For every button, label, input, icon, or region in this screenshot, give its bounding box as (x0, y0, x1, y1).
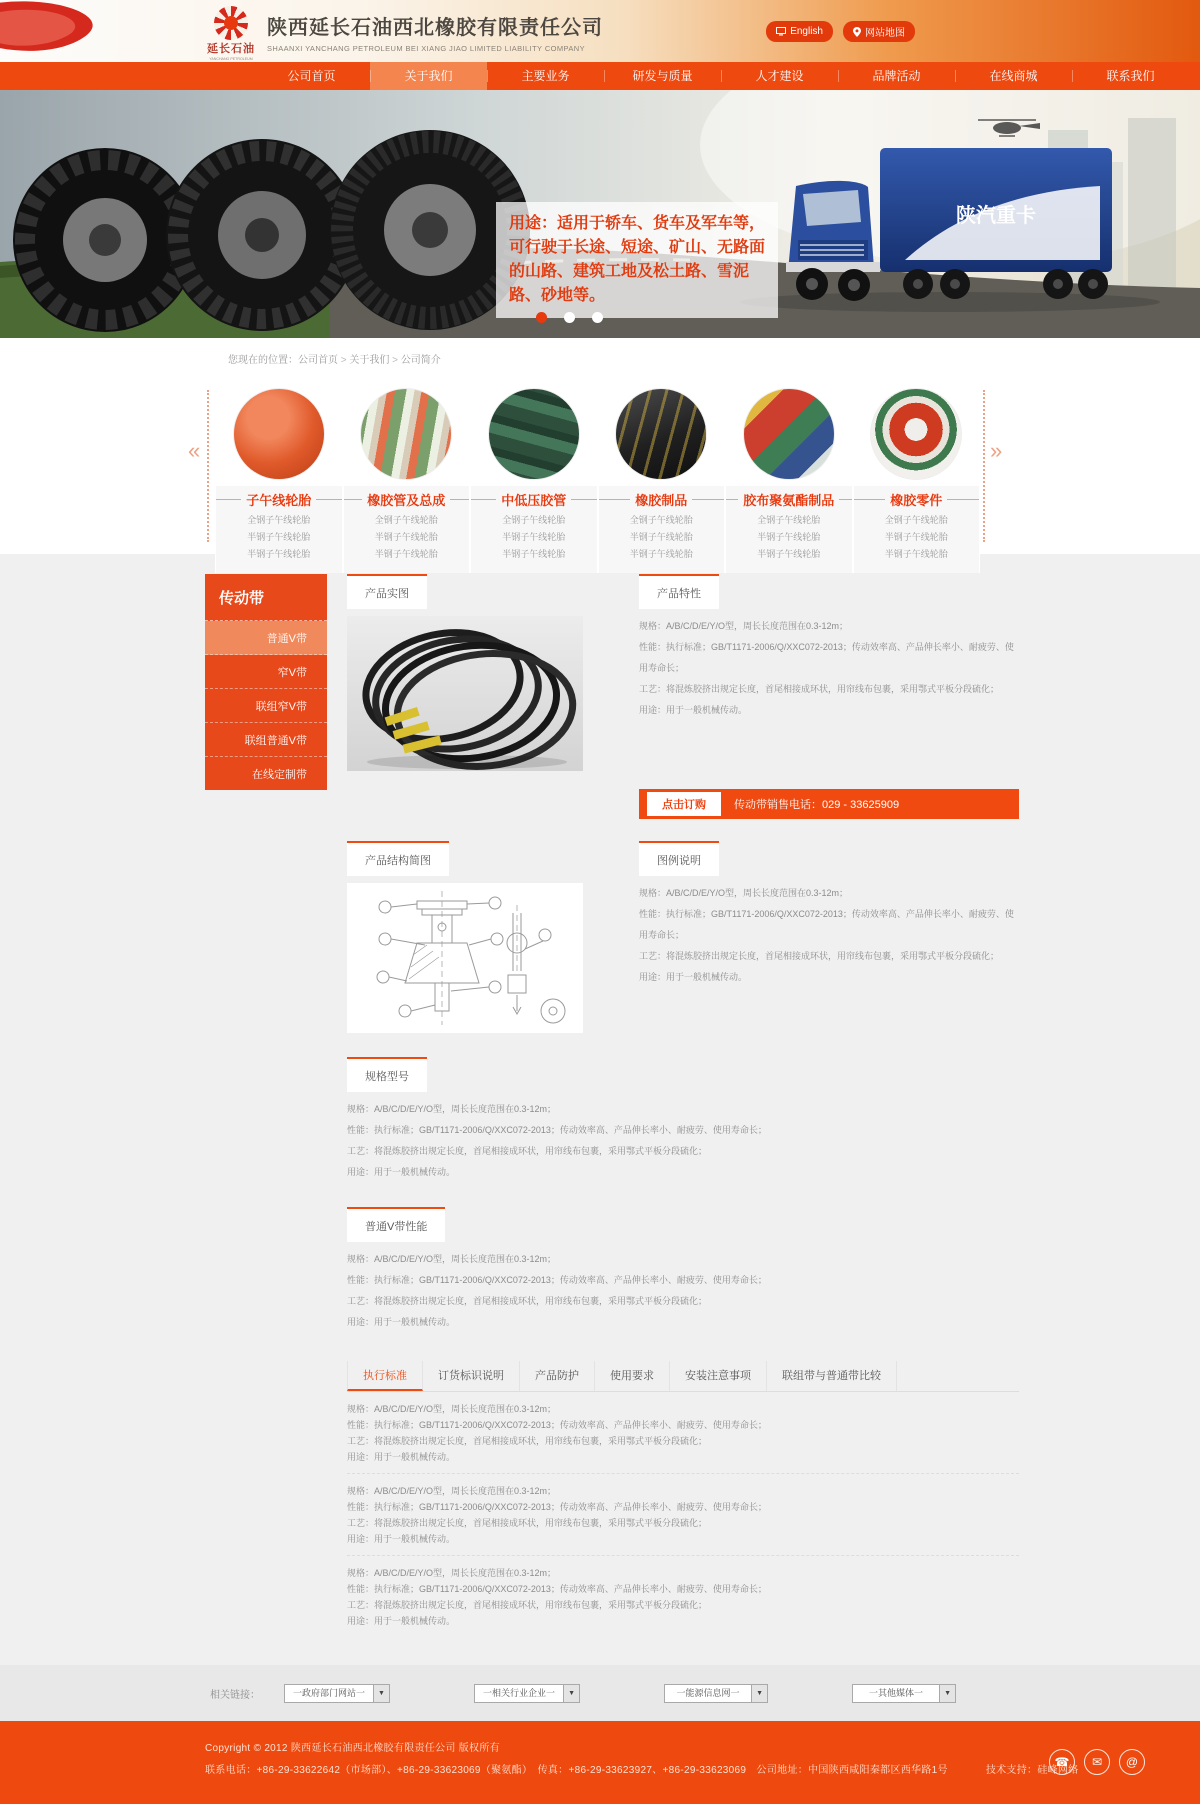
links-dropdown-value: 一能源信息网一 (676, 1687, 740, 1698)
order-button[interactable]: 点击订购 (647, 792, 721, 816)
category-link[interactable]: 全钢子午线轮胎 (629, 515, 693, 525)
product-photo (347, 616, 583, 771)
order-bar (639, 789, 1019, 819)
category-title[interactable]: 中低压胶管 (471, 486, 597, 512)
nav-item[interactable]: 关于我们 (370, 62, 487, 90)
sidebar-item[interactable]: 联组普通V带 (205, 723, 327, 757)
detail-tab[interactable]: 执行标准 (347, 1361, 423, 1391)
page-header (0, 0, 1200, 62)
detail-line: 工艺：将混炼胶挤出规定长度，首尾相接成环状，用帘线布包裹，采用鄂式平板分段硫化； (347, 1436, 708, 1446)
detail-line: 工艺：将混炼胶挤出规定长度，首尾相接成环状，用帘线布包裹，采用鄂式平板分段硫化； (347, 1518, 708, 1528)
chevron-down-icon[interactable]: ▼ (939, 1685, 955, 1702)
social-icons (1049, 1749, 1145, 1775)
logo-text: 延长石油 (207, 43, 255, 55)
sidebar-item[interactable]: 窄V带 (205, 655, 327, 689)
monitor-icon (776, 27, 786, 36)
tab-content-block (347, 1392, 1019, 1474)
category-info (854, 486, 980, 573)
detail-line: 工艺：将混炼胶挤出规定长度，首尾相接成环状，用帘线布包裹，采用鄂式平板分段硫化； (639, 684, 1000, 694)
brand (205, 6, 603, 61)
category-link[interactable]: 半钢子午线轮胎 (757, 549, 821, 559)
category-link[interactable]: 全钢子午线轮胎 (374, 515, 438, 525)
carousel-next-icon[interactable]: » (990, 438, 1003, 463)
social-icon[interactable]: @ (1119, 1749, 1145, 1775)
links-dropdown-value: 一相关行业企业一 (483, 1687, 556, 1698)
sidebar-item[interactable]: 在线定制带 (205, 757, 327, 790)
links-dropdown[interactable] (284, 1684, 390, 1703)
section-label-spec: 规格型号 (347, 1057, 427, 1092)
chevron-down-icon[interactable]: ▼ (751, 1685, 767, 1702)
feature-details (639, 616, 1019, 721)
performance-details (347, 1249, 1019, 1333)
detail-line: 性能：执行标准；GB/T1171-2006/Q/XXC072-2013；传动效率高、产品伸长率小、耐疲劳、使用寿命长； (347, 1125, 767, 1135)
section-label-features: 产品特性 (639, 574, 719, 609)
category-link[interactable]: 半钢子午线轮胎 (629, 549, 693, 559)
detail-line: 规格：A/B/C/D/E/Y/O型，周长长度范围在0.3-12m； (347, 1104, 557, 1114)
sidebar-item[interactable]: 普通V带 (205, 621, 327, 655)
detail-line: 工艺：将混炼胶挤出规定长度，首尾相接成环状，用帘线布包裹，采用鄂式平板分段硫化； (347, 1146, 708, 1156)
banner-caption: 用途：适用于轿车、货车及军车等，可行驶于长途、短途、矿山、无路面的山路、建筑工地及松土路、雪泥路、砂地等。 (496, 202, 778, 318)
detail-tab[interactable]: 联组带与普通带比较 (767, 1361, 897, 1391)
brand-text (267, 11, 603, 53)
chevron-down-icon[interactable]: ▼ (563, 1685, 579, 1702)
company-logo-icon (205, 6, 257, 61)
carousel-prev-icon[interactable]: « (188, 438, 201, 463)
carousel-dots (536, 312, 603, 323)
category-link[interactable]: 半钢子午线轮胎 (374, 532, 438, 542)
social-icon[interactable]: ☎ (1049, 1749, 1075, 1775)
detail-line: 性能：执行标准；GB/T1171-2006/Q/XXC072-2013；传动效率高、产品伸长率小、耐疲劳、使用寿命长； (639, 642, 1014, 673)
category-link[interactable]: 半钢子午线轮胎 (502, 549, 566, 559)
support-credit[interactable]: 技术支持：硅峰网络 (985, 1765, 1079, 1776)
links-dropdown[interactable] (852, 1684, 956, 1703)
detail-line: 用途：用于一般机械传动。 (347, 1452, 456, 1462)
category-link[interactable]: 半钢子午线轮胎 (884, 532, 948, 542)
category-title[interactable]: 胶布聚氨酯制品 (726, 486, 852, 512)
category-links (344, 512, 470, 563)
related-links-dropdowns (284, 1684, 1040, 1703)
detail-line: 规格：A/B/C/D/E/Y/O型，周长长度范围在0.3-12m； (347, 1568, 557, 1578)
structure-diagram (347, 883, 583, 1033)
category-cards (215, 386, 980, 573)
section-label-structure: 产品结构简图 (347, 841, 449, 876)
nav-item[interactable]: 人才建设 (721, 62, 838, 90)
location-pin-icon (853, 27, 861, 37)
divider (207, 390, 209, 542)
svg-text:陕汽重卡: 陕汽重卡 (956, 205, 1036, 227)
category-card[interactable] (725, 386, 853, 573)
product-category-carousel (0, 378, 1200, 559)
category-link[interactable]: 全钢子午线轮胎 (884, 515, 948, 525)
category-title[interactable]: 橡胶管及总成 (344, 486, 470, 512)
category-info (344, 486, 470, 573)
breadcrumb-prefix: 您现在的位置： (228, 355, 298, 366)
category-image[interactable] (488, 388, 580, 480)
detail-line: 规格：A/B/C/D/E/Y/O型，周长长度范围在0.3-12m； (639, 621, 849, 631)
hero-banner (0, 90, 1200, 338)
main-navigation (0, 62, 1200, 90)
category-link[interactable]: 全钢子午线轮胎 (757, 515, 821, 525)
carousel-dot[interactable] (536, 312, 547, 323)
spec-details (347, 1099, 1019, 1183)
sitemap-label: 网站地图 (865, 28, 905, 39)
related-links-label: 相关链接： (210, 1689, 260, 1701)
detail-line: 性能：执行标准；GB/T1171-2006/Q/XXC072-2013；传动效率高、产品伸长率小、耐疲劳、使用寿命长； (347, 1502, 767, 1512)
social-icon[interactable]: ✉ (1084, 1749, 1110, 1775)
row-photo-features (347, 574, 1019, 819)
nav-item[interactable]: 研发与质量 (604, 62, 721, 90)
detail-tabs (347, 1361, 1019, 1392)
performance-section (347, 1207, 1019, 1333)
category-link[interactable]: 半钢子午线轮胎 (374, 549, 438, 559)
category-link[interactable]: 半钢子午线轮胎 (247, 532, 311, 542)
detail-line: 规格：A/B/C/D/E/Y/O型，周长长度范围在0.3-12m； (347, 1404, 557, 1414)
category-info (216, 486, 342, 573)
detail-line: 规格：A/B/C/D/E/Y/O型，周长长度范围在0.3-12m； (347, 1254, 557, 1264)
detail-tab[interactable]: 产品防护 (520, 1361, 595, 1391)
category-link[interactable]: 半钢子午线轮胎 (247, 549, 311, 559)
section-label-performance: 普通V带性能 (347, 1207, 445, 1242)
detail-tab[interactable]: 使用要求 (595, 1361, 670, 1391)
row-structure-legend (347, 841, 1019, 1033)
sidebar-item[interactable]: 联组窄V带 (205, 689, 327, 723)
page-footer (0, 1721, 1200, 1804)
category-link[interactable]: 半钢子午线轮胎 (502, 532, 566, 542)
links-dropdown-value: 一政府部门网站一 (293, 1687, 366, 1698)
detail-line: 工艺：将混炼胶挤出规定长度，首尾相接成环状，用帘线布包裹，采用鄂式平板分段硫化； (639, 951, 1000, 961)
detail-line: 规格：A/B/C/D/E/Y/O型，周长长度范围在0.3-12m； (347, 1486, 557, 1496)
sidebar (205, 574, 327, 790)
related-links-bar (0, 1665, 1200, 1721)
detail-line: 工艺：将混炼胶挤出规定长度，首尾相接成环状，用帘线布包裹，采用鄂式平板分段硫化； (347, 1296, 708, 1306)
main-content (0, 554, 1200, 1665)
english-button[interactable] (766, 21, 833, 42)
detail-line: 用途：用于一般机械传动。 (347, 1167, 456, 1177)
nav-item[interactable]: 公司首页 (287, 69, 336, 83)
logo-subtext: YANCHANG PETROLEUM (209, 56, 253, 61)
nav-items (0, 62, 1200, 90)
category-title[interactable]: 橡胶零件 (854, 486, 980, 512)
section-label-legend: 图例说明 (639, 841, 719, 876)
detail-line: 性能：执行标准；GB/T1171-2006/Q/XXC072-2013；传动效率高、产品伸长率小、耐疲劳、使用寿命长； (347, 1420, 767, 1430)
tab-content-block (347, 1556, 1019, 1637)
links-dropdown[interactable] (474, 1684, 580, 1703)
company-title: 陕西延长石油西北橡胶有限责任公司 (267, 17, 603, 39)
tire-graphic (13, 130, 530, 332)
category-info (471, 486, 597, 573)
detail-line: 用途：用于一般机械传动。 (347, 1317, 456, 1327)
order-hotline: 传动带销售电话：029 - 33625909 (734, 799, 900, 811)
breadcrumb-link[interactable]: 公司首页 (298, 355, 338, 366)
category-link[interactable]: 半钢子午线轮胎 (884, 549, 948, 559)
category-title[interactable]: 橡胶制品 (599, 486, 725, 512)
category-link[interactable]: 全钢子午线轮胎 (502, 515, 566, 525)
section-label-photo: 产品实图 (347, 574, 427, 609)
detail-tab[interactable]: 订货标识说明 (423, 1361, 520, 1391)
detail-line: 性能：执行标准；GB/T1171-2006/Q/XXC072-2013；传动效率高、产品伸长率小、耐疲劳、使用寿命长； (347, 1275, 767, 1285)
sitemap-button[interactable] (843, 21, 915, 42)
logo-burst-icon (214, 6, 248, 40)
legend-details (639, 883, 1019, 988)
category-info (599, 486, 725, 573)
ribbon-decoration (0, 0, 200, 62)
carousel-dot[interactable] (592, 312, 603, 323)
category-link[interactable]: 半钢子午线轮胎 (629, 532, 693, 542)
sidebar-menu (205, 621, 327, 790)
product-detail (347, 574, 1019, 1637)
breadcrumb-link[interactable]: > 公司简介 (389, 355, 440, 366)
breadcrumb-items (298, 355, 441, 366)
detail-line: 用途：用于一般机械传动。 (639, 705, 748, 715)
category-links (726, 512, 852, 563)
nav-item[interactable]: 主要业务 (487, 62, 604, 90)
category-info (726, 486, 852, 573)
detail-tab[interactable]: 安装注意事项 (670, 1361, 767, 1391)
breadcrumb-link[interactable]: > 关于我们 (338, 355, 389, 366)
category-image[interactable] (233, 388, 325, 480)
category-card[interactable] (470, 386, 598, 573)
detail-line: 工艺：将混炼胶挤出规定长度，首尾相接成环状，用帘线布包裹，采用鄂式平板分段硫化； (347, 1600, 708, 1610)
nav-item[interactable]: 在线商城 (955, 62, 1072, 90)
category-link[interactable]: 半钢子午线轮胎 (757, 532, 821, 542)
chevron-down-icon[interactable]: ▼ (373, 1685, 389, 1702)
category-links (216, 512, 342, 563)
copyright-text: Copyright © 2012 陕西延长石油西北橡胶有限责任公司 版权所有 (205, 1743, 500, 1754)
tab-content-block (347, 1474, 1019, 1556)
detail-line: 规格：A/B/C/D/E/Y/O型，周长长度范围在0.3-12m； (639, 888, 849, 898)
carousel-dot[interactable] (564, 312, 575, 323)
sidebar-title: 传动带 (205, 574, 327, 621)
spec-section (347, 1057, 1019, 1183)
contact-info: 联系电话：+86-29-33622642（市场部）、+86-29-33623069（聚氨酯） 传真：+86-29-33623927、+86-29-33623069 公司地址：中国陕西咸阳秦都区西华路1号 (205, 1765, 948, 1776)
category-image[interactable] (870, 388, 962, 480)
category-card[interactable] (215, 386, 343, 573)
detail-line: 性能：执行标准；GB/T1171-2006/Q/XXC072-2013；传动效率高、产品伸长率小、耐疲劳、使用寿命长； (347, 1584, 767, 1594)
category-links (471, 512, 597, 563)
detail-line: 用途：用于一般机械传动。 (347, 1616, 456, 1626)
category-title[interactable]: 子午线轮胎 (216, 486, 342, 512)
company-title-en: SHAANXI YANCHANG PETROLEUM BEI XIANG JIAO LIMITED LIABILITY COMPANY (267, 44, 585, 53)
links-dropdown-value: 一其他媒体一 (869, 1687, 924, 1698)
category-links (599, 512, 725, 563)
divider (983, 390, 985, 542)
english-label: English (790, 26, 823, 37)
links-dropdown[interactable] (664, 1684, 768, 1703)
category-card[interactable] (598, 386, 726, 573)
detail-line: 用途：用于一般机械传动。 (639, 972, 748, 982)
category-card[interactable] (853, 386, 981, 573)
nav-item[interactable]: 品牌活动 (838, 62, 955, 90)
nav-item[interactable]: 联系我们 (1072, 62, 1189, 90)
category-card[interactable] (343, 386, 471, 573)
detail-line: 性能：执行标准；GB/T1171-2006/Q/XXC072-2013；传动效率高、产品伸长率小、耐疲劳、使用寿命长； (639, 909, 1014, 940)
category-image[interactable] (743, 388, 835, 480)
category-link[interactable]: 全钢子午线轮胎 (247, 515, 311, 525)
tab-content (347, 1392, 1019, 1637)
category-image[interactable] (360, 388, 452, 480)
top-links (766, 21, 915, 42)
category-links (854, 512, 980, 563)
category-image[interactable] (615, 388, 707, 480)
breadcrumb (0, 338, 1200, 378)
detail-line: 用途：用于一般机械传动。 (347, 1534, 456, 1544)
